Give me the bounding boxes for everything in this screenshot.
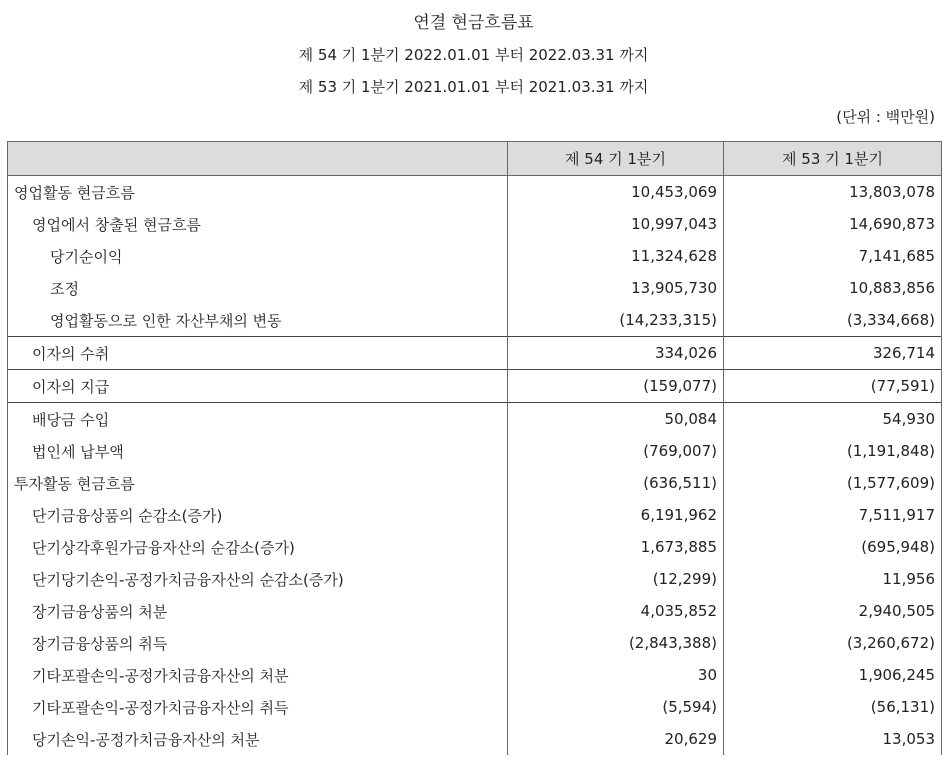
row-label: 영업에서 창출된 현금흐름 xyxy=(8,208,508,240)
value-current-period: (2,843,388) xyxy=(508,627,724,659)
statement-title: 연결 현금흐름표 xyxy=(413,13,534,33)
table-row xyxy=(8,499,942,531)
table-row xyxy=(8,531,942,563)
row-label: 영업활동 현금흐름 xyxy=(8,176,508,209)
value-prior-period: 11,956 xyxy=(724,563,942,595)
row-label: 장기금융상품의 처분 xyxy=(8,595,508,627)
row-label: 단기당기손익-공정가치금융자산의 순감소(증가) xyxy=(8,563,508,595)
table-row xyxy=(8,691,942,723)
table-row xyxy=(8,240,942,272)
row-label: 투자활동 현금흐름 xyxy=(8,467,508,499)
value-current-period: (5,594) xyxy=(508,691,724,723)
row-label: 배당금 수입 xyxy=(8,403,508,436)
table-row xyxy=(8,435,942,467)
row-label: 당기순이익 xyxy=(8,240,508,272)
value-prior-period: (3,334,668) xyxy=(724,304,942,337)
row-label: 조정 xyxy=(8,272,508,304)
value-prior-period: 13,803,078 xyxy=(724,176,942,209)
value-prior-period: 7,511,917 xyxy=(724,499,942,531)
value-prior-period: 326,714 xyxy=(724,337,942,370)
value-prior-period: (695,948) xyxy=(724,531,942,563)
table-row xyxy=(8,659,942,691)
period-current: 제 54 기 1분기 2022.01.01 부터 2022.03.31 까지 xyxy=(298,46,649,64)
table-header-row xyxy=(8,142,942,176)
value-current-period: (14,233,315) xyxy=(508,304,724,337)
row-label: 장기금융상품의 취득 xyxy=(8,627,508,659)
value-current-period: 10,453,069 xyxy=(508,176,724,209)
table-row xyxy=(8,723,942,755)
table-row xyxy=(8,176,942,209)
value-prior-period: (1,191,848) xyxy=(724,435,942,467)
value-prior-period: 14,690,873 xyxy=(724,208,942,240)
row-label: 이자의 수취 xyxy=(8,337,508,370)
table-row xyxy=(8,208,942,240)
value-prior-period: (77,591) xyxy=(724,370,942,403)
table-row xyxy=(8,337,942,370)
value-current-period: 1,673,885 xyxy=(508,531,724,563)
value-prior-period: (3,260,672) xyxy=(724,627,942,659)
value-current-period: (159,077) xyxy=(508,370,724,403)
value-current-period: 13,905,730 xyxy=(508,272,724,304)
table-row xyxy=(8,272,942,304)
value-current-period: 11,324,628 xyxy=(508,240,724,272)
header-current-period: 제 54 기 1분기 xyxy=(508,142,724,176)
value-current-period: 20,629 xyxy=(508,723,724,755)
value-prior-period: (1,577,609) xyxy=(724,467,942,499)
value-current-period: 334,026 xyxy=(508,337,724,370)
table-row xyxy=(8,304,942,337)
value-current-period: 6,191,962 xyxy=(508,499,724,531)
row-label: 이자의 지급 xyxy=(8,370,508,403)
row-label: 기타포괄손익-공정가치금융자산의 취득 xyxy=(8,691,508,723)
value-current-period: 50,084 xyxy=(508,403,724,436)
row-label: 법인세 납부액 xyxy=(8,435,508,467)
cash-flow-table xyxy=(7,141,942,755)
header-label-col xyxy=(8,142,508,176)
table-row xyxy=(8,595,942,627)
row-label: 기타포괄손익-공정가치금융자산의 처분 xyxy=(8,659,508,691)
value-prior-period: 2,940,505 xyxy=(724,595,942,627)
table-row xyxy=(8,370,942,403)
table-row xyxy=(8,563,942,595)
value-prior-period: 54,930 xyxy=(724,403,942,436)
header-prior-period: 제 53 기 1분기 xyxy=(724,142,942,176)
value-current-period: 10,997,043 xyxy=(508,208,724,240)
period-prior: 제 53 기 1분기 2021.01.01 부터 2021.03.31 까지 xyxy=(298,78,649,96)
value-prior-period: 1,906,245 xyxy=(724,659,942,691)
table-row xyxy=(8,627,942,659)
table-row xyxy=(8,403,942,436)
table-row xyxy=(8,467,942,499)
row-label: 단기금융상품의 순감소(증가) xyxy=(8,499,508,531)
value-current-period: (636,511) xyxy=(508,467,724,499)
value-current-period: (769,007) xyxy=(508,435,724,467)
unit-label: (단위 : 백만원) xyxy=(836,108,935,126)
value-current-period: 30 xyxy=(508,659,724,691)
value-current-period: (12,299) xyxy=(508,563,724,595)
value-prior-period: 10,883,856 xyxy=(724,272,942,304)
value-prior-period: 7,141,685 xyxy=(724,240,942,272)
row-label: 단기상각후원가금융자산의 순감소(증가) xyxy=(8,531,508,563)
value-current-period: 4,035,852 xyxy=(508,595,724,627)
value-prior-period: (56,131) xyxy=(724,691,942,723)
value-prior-period: 13,053 xyxy=(724,723,942,755)
row-label: 영업활동으로 인한 자산부채의 변동 xyxy=(8,304,508,337)
row-label: 당기손익-공정가치금융자산의 처분 xyxy=(8,723,508,755)
